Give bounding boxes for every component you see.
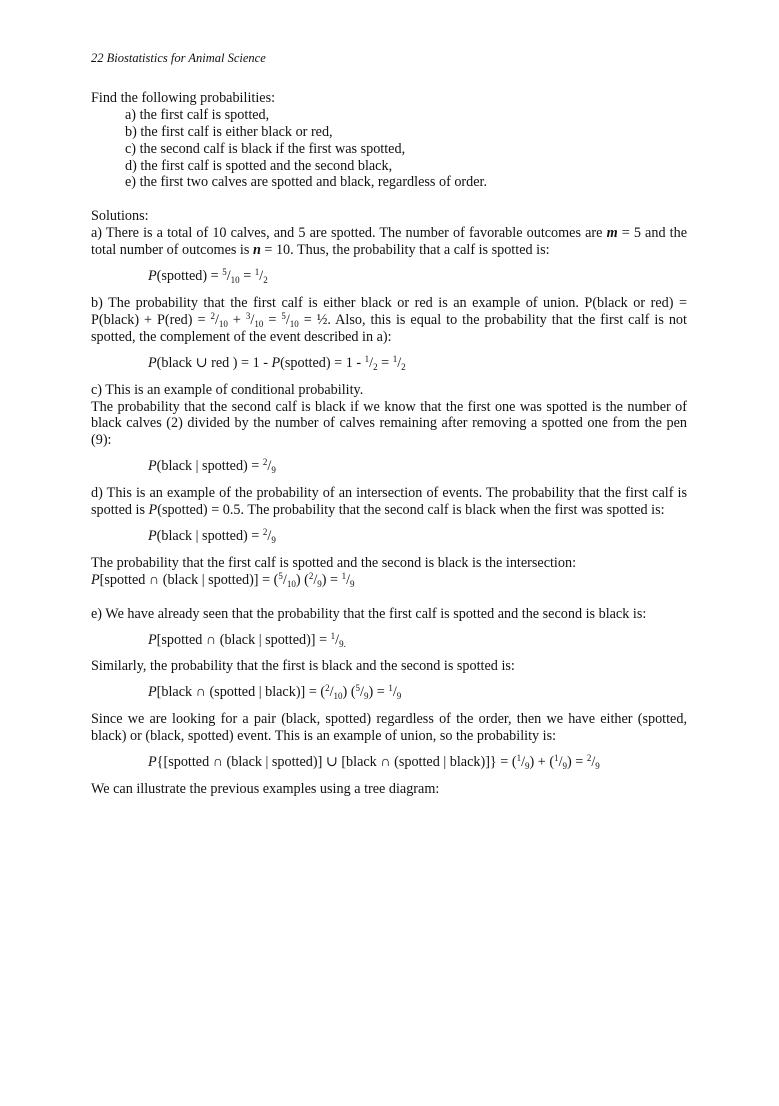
solution-e-union-text: Since we are looking for a pair (black, spotted) regardless of the order, then we have either (spotted, black) or (black, spotted) event. This is an example of union, so the probability is: bbox=[91, 711, 687, 745]
solution-c-formula: P(black | spotted) = $^2/_9$ bbox=[148, 457, 276, 476]
page-content bbox=[91, 50, 687, 798]
spacer bbox=[91, 191, 687, 208]
question-e: e) the first two calves are spotted and black, regardless of order. bbox=[125, 174, 488, 191]
solution-e-similarly-text: Similarly, the probability that the first is black and the second is spotted is: bbox=[91, 658, 515, 675]
solution-c-text: The probability that the second calf is black if we know that the first one was spotted is the number of black calves (2) divided by the number of calves remaining after removing a spotted one from the pen (9): bbox=[91, 398, 687, 449]
question-b: b) the first calf is either black or red, bbox=[125, 123, 333, 140]
spacer bbox=[91, 589, 687, 606]
running-header: 22 Biostatistics for Animal Science bbox=[91, 51, 266, 65]
solution-d-intersection-text: The probability that the first calf is spotted and the second is black is the intersection: bbox=[91, 554, 577, 571]
solution-a-formula: P(spotted) = $^5/_{10} = ^1/_2$ bbox=[148, 267, 268, 286]
solution-e-union-formula: P{[spotted ∩ (black | spotted)] ∪ [black ∩ (spotted | black)]} = $(^1/_9) + (^1/_9) = ^2/_9$ bbox=[148, 753, 600, 772]
solution-d-formula: P(black | spotted) = $^2/_9$ bbox=[148, 526, 276, 545]
solution-d-text: d) This is an example of the probability of an intersection of events. The probability that the first calf is spotted is P(spotted) = 0.5. The probability that the second calf is black when the first was spotted is: bbox=[91, 485, 687, 519]
intro-text: Find the following probabilities: bbox=[91, 89, 276, 106]
solution-b-formula: P(black ∪ red ) = 1 - P(spotted) = $1 - ^1/_2 = ^1/_2$ bbox=[148, 353, 406, 372]
solutions-heading: Solutions: bbox=[91, 208, 149, 225]
question-d: d) the first calf is spotted and the second black, bbox=[125, 157, 393, 174]
solution-e-formula: P[spotted ∩ (black | spotted)] = $^1/_{9.}$ bbox=[148, 630, 346, 649]
solution-e-text: e) We have already seen that the probability that the first calf is spotted and the second is black is: bbox=[91, 605, 647, 622]
question-a: a) the first calf is spotted, bbox=[125, 106, 270, 123]
tree-diagram-intro: We can illustrate the previous examples using a tree diagram: bbox=[91, 781, 440, 797]
solution-b-text: b) The probability that the first calf is either black or red is an example of union. P(black or red) = P(black) + $P(red) = ^2/_{10} + ^3/_{10} = ^5/_{10}$ = ½. Also, this is equal to the probability that the first calf is not spotted, the complement of the event described in a): bbox=[91, 294, 687, 345]
solution-e-black-spotted-formula: P[black ∩ (spotted | black)] = $(^2/_{10}) (^5/_9) = ^1/_9$ bbox=[148, 683, 402, 702]
solution-a-text: a) There is a total of 10 calves, and 5 are spotted. The number of favorable outcomes are m = 5 and the total number of outcomes is n = 10. Thus, the probability that a calf is spotted is: bbox=[91, 225, 687, 259]
question-c: c) the second calf is black if the first was spotted, bbox=[125, 140, 406, 157]
solution-d-intersection-formula: P[spotted ∩ (black | spotted)] = $(^5/_{10}) (^2/_9) = ^1/_9$ bbox=[91, 570, 355, 589]
solution-c-heading: c) This is an example of conditional probability. bbox=[91, 381, 364, 398]
